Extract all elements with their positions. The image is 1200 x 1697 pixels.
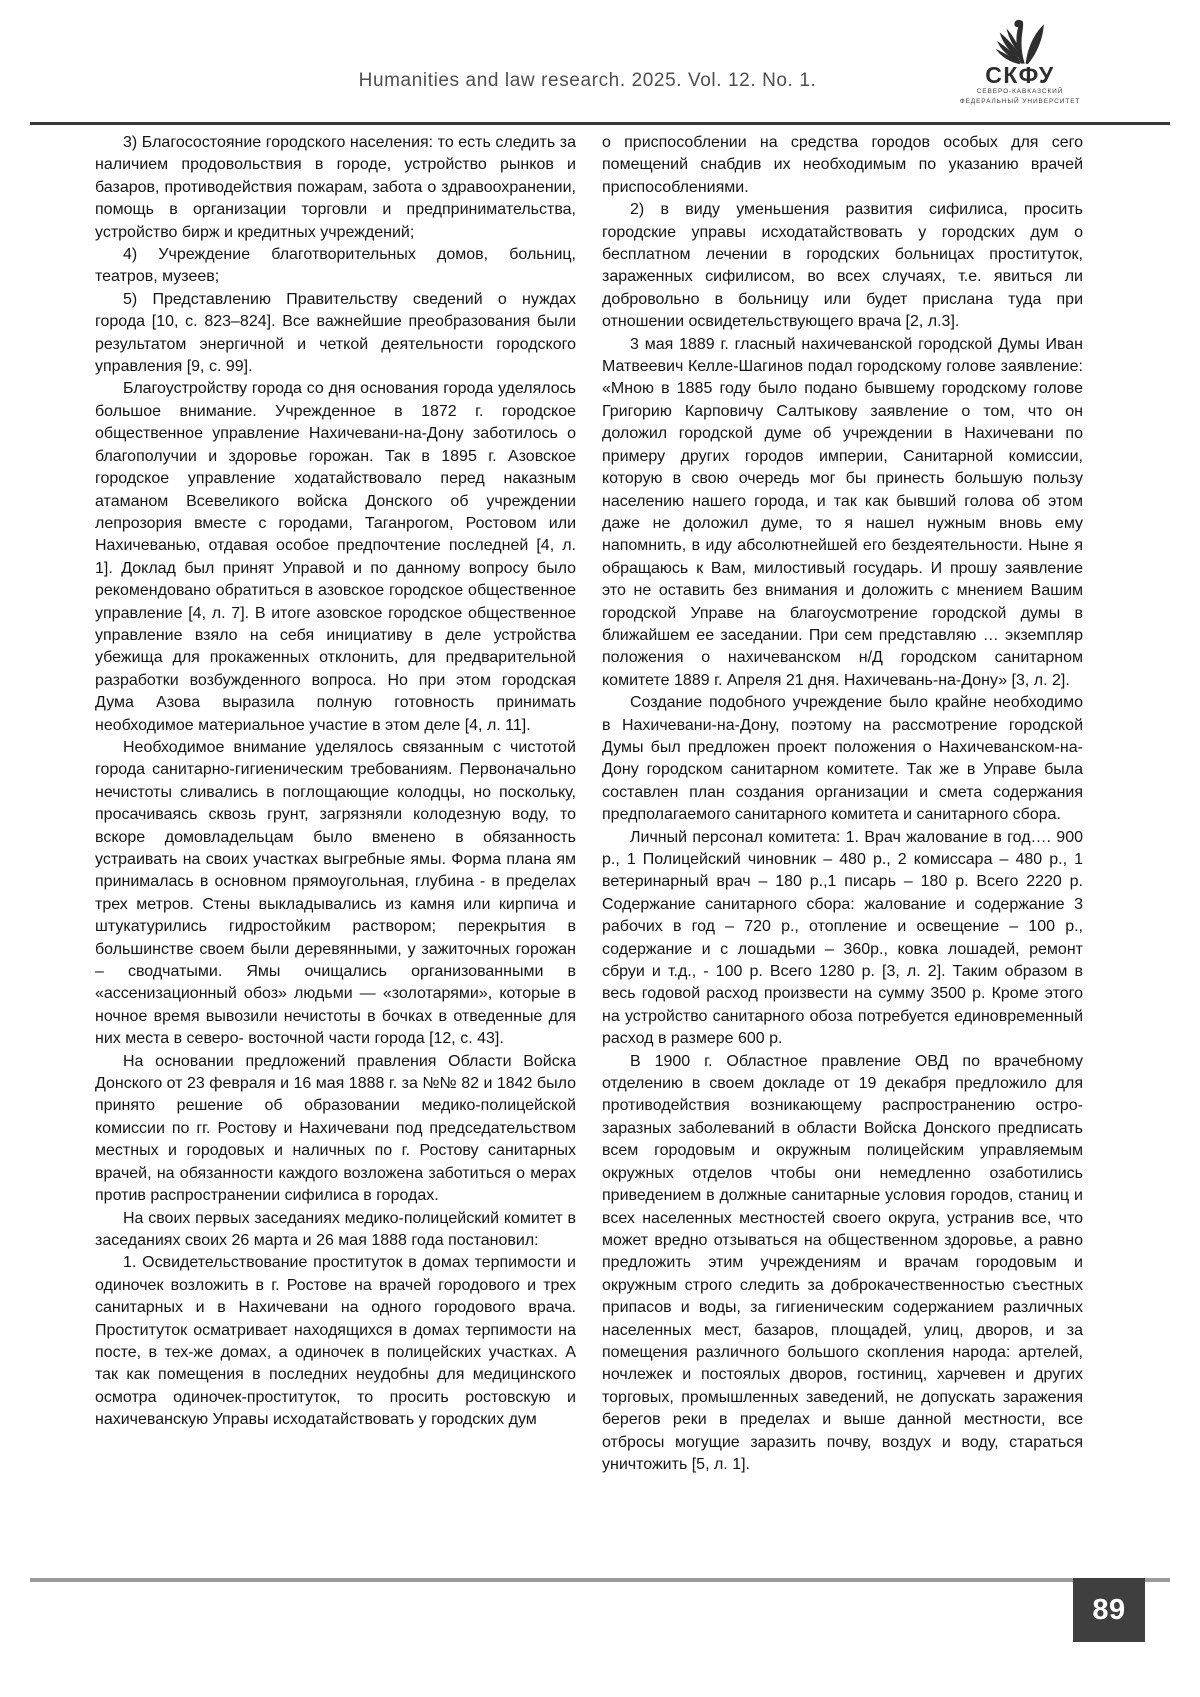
paragraph: 3 мая 1889 г. гласный нахичеванской городской Думы Иван Матвеевич Келле-Шагинов подал городскому голове заявление: «Мною в 1885 году было подано бывшему городскому голове Григорию Карповичу Салтыкову заявление о том, что он доложил городской думе об учреждении в Нахичевани по примеру других городов империи, Санитарной комиссии, которую в свою очередь мог бы принесть большую пользу населению нашего города, и так как бывший голова об этом даже не доложил думе, то я нашел нужным вновь ему напомнить, в иду абсолютнейшей его бездеятельности. Ныне я обращаюсь к Вам, милостивый государь. И прошу заявление это не оставить без внимания и доложить с мнением Вашим городской Управе на благоусмотрение городской думы в ближайшем ее заседании. При сем представляю … экземпляр положения о нахичеванском н/Д городском санитарном комитете 1889 г. Апреля 21 дня. Нахичевань-на-Дону» [3, л. 2].	[602, 335, 1083, 689]
header-rule	[30, 122, 1170, 125]
paragraph: 4) Учреждение благотворительных домов, больниц, театров, музеев;	[95, 246, 576, 286]
logo-subtitle-line2: ФЕДЕРАЛЬНЫЙ УНИВЕРСИТЕТ	[959, 97, 1081, 105]
left-column	[95, 132, 576, 1576]
footer-rule	[30, 1578, 1170, 1582]
page-number-box	[1073, 1578, 1145, 1642]
paragraph: На своих первых заседаниях медико-полицейский комитет в заседаниях своих 26 марта и 26 мая 1888 года постановил:	[95, 1209, 576, 1249]
article-body	[95, 132, 1083, 1576]
paragraph: Благоустройству города со дня основания города уделялось большое внимание. Учрежденное в 1872 г. городское общественное управление Нахичевани-на-Дону заботилось о благополучии и здоровье горожан. Так в 1895 г. Азовское городское управление ходатайствовало перед наказным атаманом Всевеликого войска Донского об учреждении лепрозория вместе с городами, Таганрогом, Ростовом или Нахичеванью, отдавая особое предпочтение последней [4, л. 1]. Доклад был принят Управой и по данному вопросу было рекомендовано обратиться в азовское городское общественное управление [4, л. 7]. В итоге азовское городское общественное управление взяло на себя инициативу в деле устройства убежища для прокаженных отклонить, для предварительной разработки возбужденного вопроса. Но при этом городская Дума Азова выразила полную готовность принимать необходимое материальное участие в этом деле [4, л. 11].	[95, 380, 576, 734]
paragraph: На основании предложений правления Области Войска Донского от 23 февраля и 16 мая 1888 г. за №№ 82 и 1842 было принято решение об образовании медико-полицейской комиссии по гг. Ростову и Нахичевани под председательством местных и городовых и наличных по г. Ростову санитарных врачей, на обязанности каждого возложена заботиться о мерах против распространении сифилиса в городах.	[95, 1052, 576, 1205]
paragraph: 2) в виду уменьшения развития сифилиса, просить городские управы исходатайствовать у городских дум о бесплатном лечении в городских больницах проституток, зараженных сифилисом, во всех случаях, т.е. явиться ли добровольно в больницу или будет прислана туда при отношении освидетельствующего врача [2, л.3].	[602, 201, 1083, 331]
logo-acronym: СКФУ	[985, 62, 1055, 88]
paragraph: Создание подобного учреждение было крайне необходимо в Нахичевани-на-Дону, поэтому на рассмотрение городской Думы был предложен проект положения о Нахичеванском-на-Дону городском санитарном комитете. Так же в Управе была составлен план создания организации и смета содержания предполагаемого санитарного комитета и санитарного сбора.	[602, 694, 1083, 824]
paragraph: В 1900 г. Областное правление ОВД по врачебному отделению в своем докладе от 19 декабря предложило для противодействия возникающему распространению остро-заразных заболеваний в области Войска Донского предписать всем городовым и окружным полицейским управляемым окружных отделов чтобы они немедленно озаботились приведением в должные санитарные условия городов, станиц и всех населенных местностей своего округа, устранив все, что может вредно отзываться на общественном здоровье, а равно предложить этим учреждениям и врачам городовым и окружным строго следить за доброкачественностью съестных припасов и воды, за гигиеническим содержанием различных населенных мест, базаров, площадей, улиц, дворов, и за помещения различного большого скопления народа: артелей, ночлежек и постоялых дворов, гостиниц, харчевен и других торговых, промышленных заведений, не допускать заражения берегов реки в пределах и выше данной местности, все отбросы могущие заразить почву, воздух и воду, стараться уничтожить [5, л. 1].	[602, 1052, 1083, 1473]
logo-subtitle-line1: СЕВЕРО-КАВКАЗСКИЙ	[976, 88, 1064, 96]
paragraph: 5) Представлению Правительству сведений о нуждах города [10, с. 823–824]. Все важнейшие преобразования были результатом энергичной и четкой деятельности городского управления [9, с. 99].	[95, 290, 576, 376]
paragraph: Необходимое внимание уделялось связанным с чистотой города санитарно-гигиеническим требованиям. Первоначально нечистоты сливались в поглощающие колодцы, но поскольку, просачиваясь сквозь грунт, загрязняли колодезную воду, то вскоре домовладельцам было вменено в обязанность устраивать на своих участках выгребные ямы. Форма плана ям принималась в основном прямоугольная, глубина - в пределах трех метров. Стены выкладывались из камня или кирпича и штукатурились гидростойким раствором; перекрытия в большинстве своем были деревянными, у зажиточных горожан – сводчатыми. Ямы очищались организованными в «ассенизационный обоз» людьми — «золотарями», которые в ночное время вывозили нечистоты в бочках в отведенные для них места в северо- восточной части города [12, с. 43].	[95, 738, 576, 1048]
right-column	[602, 132, 1083, 1576]
university-logo	[945, 18, 1095, 106]
page-number: 89	[1092, 1593, 1126, 1626]
paragraph: 1. Освидетельствование проституток в домах терпимости и одиночек возложить в г. Ростове на врачей городового и трех санитарных и в Нахичевани на одного городового врача. Проституток осматривает находящихся в домах терпимости на посте, в тех-же домах, а одиночек в полицейских участках. А так как помещения в последних неудобны для медицинского осмотра одиночек-проституток, то просить ростовскую и нахичеванскую Управы исходатайствовать у городских дум	[95, 1254, 576, 1429]
paragraph: 3) Благосостояние городского населения: то есть следить за наличием продовольствия в городе, устройство рынков и базаров, противодействия пожарам, забота о здравоохранении, помощь в организации торговли и предпринимательства, устройство бирж и кредитных учреждений;	[95, 134, 576, 241]
journal-title: Humanities and law research. 2025. Vol. 12. No. 1.	[358, 70, 817, 91]
ncfu-eagle-icon	[994, 18, 1046, 66]
paragraph: Личный персонал комитета: 1. Врач жалование в год…. 900 р., 1 Полицейский чиновник – 480 р., 2 комиссара – 480 р., 1 ветеринарный врач – 180 р.,1 писарь – 180 р. Всего 2220 р. Содержание санитарного сбора: жалование и содержание 3 рабочих в год – 720 р., отопление и освещение – 100 р., содержание и с лошадьми – 360р., ковка лошадей, ремонт сбруи и т.д., - 100 р. Всего 1280 р. [3, л. 2]. Таким образом в весь годовой расход произвести на сумму 3500 р. Кроме этого на устройство санитарного обоза потребуется единовременный расход в размере 600 р.	[602, 828, 1083, 1048]
paragraph: о приспособлении на средства городов особых для сего помещений снабдив их необходимым по указанию врачей приспособлениями.	[602, 134, 1083, 196]
